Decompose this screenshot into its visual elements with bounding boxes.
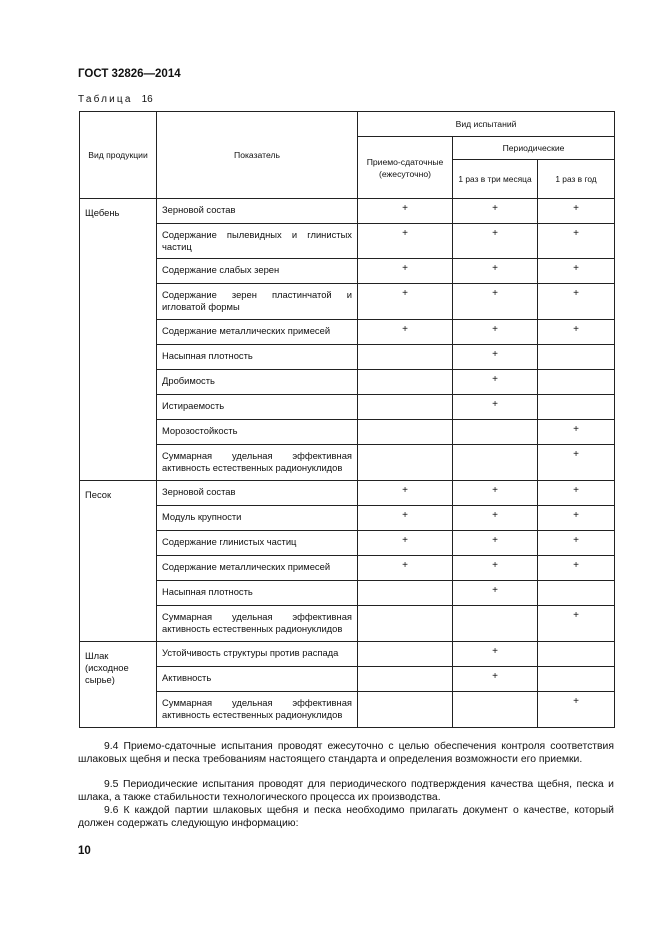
table-row [80, 642, 615, 667]
acceptance-mark-cell: + [358, 506, 453, 531]
acceptance-mark-cell [358, 642, 453, 667]
table-caption [78, 94, 153, 105]
indicator-cell: Истираемость [157, 395, 358, 420]
quarterly-mark-cell: + [453, 345, 538, 370]
header-acceptance: Приемо-сдаточные (ежесуточно) [358, 137, 453, 199]
yearly-mark-cell: + [538, 420, 615, 445]
acceptance-mark-cell [358, 370, 453, 395]
header-test-type: Вид испытаний [358, 112, 615, 137]
yearly-mark-cell: + [538, 199, 615, 224]
quarterly-mark-cell: + [453, 667, 538, 692]
table-row [80, 445, 615, 481]
acceptance-mark-cell [358, 667, 453, 692]
quarterly-mark-cell: + [453, 224, 538, 259]
indicator-cell: Содержание зерен пластинчатой и игловатой формы [157, 284, 358, 320]
paragraph-text: 9.4 Приемо-сдаточные испытания проводят ежесуточно с целью обеспечения контроля соответствия шлаковых щебня и песка требованиям настоящего стандарта и определения возможности его приемки. [78, 741, 614, 765]
page-number: 10 [78, 845, 91, 857]
paragraph-text: 9.6 К каждой партии шлаковых щебня и песка необходимо прилагать документ о качестве, который должен содержать следующую информацию: [78, 805, 614, 829]
header-quarterly: 1 раз в три месяца [453, 160, 538, 199]
table-row [80, 224, 615, 259]
quarterly-mark-cell: + [453, 284, 538, 320]
acceptance-mark-cell [358, 420, 453, 445]
yearly-mark-cell: + [538, 445, 615, 481]
acceptance-mark-cell [358, 395, 453, 420]
paragraph-9-5 [78, 779, 614, 805]
indicator-cell: Суммарная удельная эффективная активность естественных радионуклидов [157, 606, 358, 642]
indicator-cell: Суммарная удельная эффективная активность естественных радионуклидов [157, 445, 358, 481]
table-row [80, 284, 615, 320]
yearly-mark-cell: + [538, 692, 615, 728]
quarterly-mark-cell: + [453, 556, 538, 581]
yearly-mark-cell: + [538, 224, 615, 259]
indicator-cell: Устойчивость структуры против распада [157, 642, 358, 667]
table-row [80, 199, 615, 224]
header-periodic: Периодические [453, 137, 615, 160]
acceptance-mark-cell: + [358, 259, 453, 284]
quarterly-mark-cell: + [453, 395, 538, 420]
yearly-mark-cell: + [538, 556, 615, 581]
acceptance-mark-cell: + [358, 531, 453, 556]
quarterly-mark-cell: + [453, 506, 538, 531]
acceptance-mark-cell: + [358, 481, 453, 506]
indicator-cell: Морозостойкость [157, 420, 358, 445]
table-row [80, 259, 615, 284]
document-code: ГОСТ 32826—2014 [78, 68, 181, 80]
quarterly-mark-cell [453, 606, 538, 642]
quarterly-mark-cell [453, 445, 538, 481]
header-yearly: 1 раз в год [538, 160, 615, 199]
quarterly-mark-cell: + [453, 320, 538, 345]
table-row [80, 420, 615, 445]
yearly-mark-cell [538, 581, 615, 606]
table-row [80, 506, 615, 531]
header-indicator: Показатель [157, 112, 358, 199]
indicator-cell: Содержание пылевидных и глинистых частиц [157, 224, 358, 259]
indicator-cell: Дробимость [157, 370, 358, 395]
test-schedule-table [79, 111, 615, 728]
acceptance-mark-cell: + [358, 199, 453, 224]
quarterly-mark-cell [453, 420, 538, 445]
yearly-mark-cell [538, 667, 615, 692]
table-body [80, 199, 615, 728]
table-caption-label: Таблица [78, 94, 133, 105]
acceptance-mark-cell: + [358, 224, 453, 259]
indicator-cell: Модуль крупности [157, 506, 358, 531]
header-product-type: Вид продукции [80, 112, 157, 199]
quarterly-mark-cell: + [453, 531, 538, 556]
indicator-cell: Активность [157, 667, 358, 692]
quarterly-mark-cell: + [453, 642, 538, 667]
table-row [80, 370, 615, 395]
yearly-mark-cell: + [538, 531, 615, 556]
acceptance-mark-cell [358, 345, 453, 370]
acceptance-mark-cell [358, 692, 453, 728]
table-row [80, 395, 615, 420]
table-row [80, 345, 615, 370]
indicator-cell: Суммарная удельная эффективная активность естественных радионуклидов [157, 692, 358, 728]
yearly-mark-cell: + [538, 481, 615, 506]
acceptance-mark-cell: + [358, 284, 453, 320]
yearly-mark-cell: + [538, 606, 615, 642]
yearly-mark-cell: + [538, 506, 615, 531]
table-row [80, 556, 615, 581]
acceptance-mark-cell [358, 581, 453, 606]
acceptance-mark-cell: + [358, 556, 453, 581]
table-row [80, 581, 615, 606]
table-caption-number: 16 [141, 94, 153, 105]
product-type-cell: Песок [80, 481, 157, 642]
paragraph-text: 9.5 Периодические испытания проводят для периодического подтверждения качества щебня, песка и шлака, а также стабильности технологического процесса их производства. [78, 779, 614, 803]
yearly-mark-cell [538, 395, 615, 420]
quarterly-mark-cell: + [453, 199, 538, 224]
indicator-cell: Содержание металлических примесей [157, 320, 358, 345]
acceptance-mark-cell: + [358, 320, 453, 345]
acceptance-mark-cell [358, 445, 453, 481]
yearly-mark-cell: + [538, 284, 615, 320]
table-row [80, 667, 615, 692]
indicator-cell: Содержание глинистых частиц [157, 531, 358, 556]
quarterly-mark-cell: + [453, 481, 538, 506]
indicator-cell: Содержание слабых зерен [157, 259, 358, 284]
yearly-mark-cell [538, 370, 615, 395]
table-row [80, 320, 615, 345]
acceptance-mark-cell [358, 606, 453, 642]
paragraph-9-6 [78, 805, 614, 831]
yearly-mark-cell: + [538, 259, 615, 284]
product-type-cell: Щебень [80, 199, 157, 481]
indicator-cell: Зерновой состав [157, 199, 358, 224]
indicator-cell: Зерновой состав [157, 481, 358, 506]
quarterly-mark-cell: + [453, 259, 538, 284]
yearly-mark-cell [538, 345, 615, 370]
indicator-cell: Содержание металлических примесей [157, 556, 358, 581]
quarterly-mark-cell: + [453, 370, 538, 395]
table-row [80, 531, 615, 556]
product-type-cell: Шлак (исходное сырье) [80, 642, 157, 728]
indicator-cell: Насыпная плотность [157, 345, 358, 370]
table-row [80, 481, 615, 506]
yearly-mark-cell [538, 642, 615, 667]
indicator-cell: Насыпная плотность [157, 581, 358, 606]
table-row [80, 606, 615, 642]
paragraph-9-4 [78, 741, 614, 767]
yearly-mark-cell: + [538, 320, 615, 345]
table-row [80, 692, 615, 728]
quarterly-mark-cell [453, 692, 538, 728]
quarterly-mark-cell: + [453, 581, 538, 606]
